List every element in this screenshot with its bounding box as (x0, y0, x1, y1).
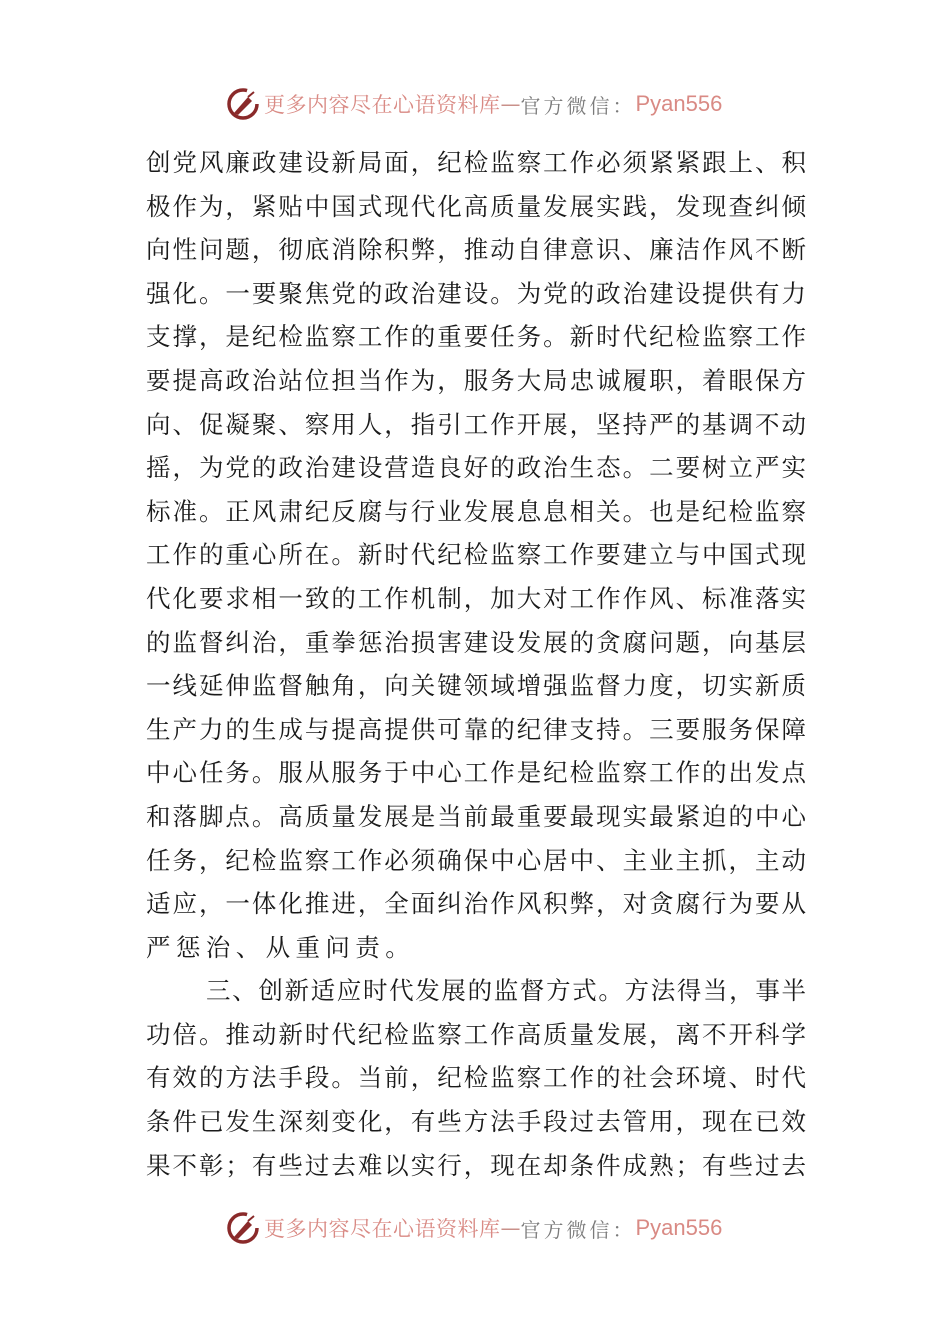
banner-dash: — (500, 1216, 521, 1240)
banner-main-text: 更多内容尽在心语资料库 (264, 1217, 501, 1241)
text-line: 条件已发生深刻变化，有些方法手段过去管用，现在已效 (146, 1107, 806, 1137)
section-heading-line: 三、创新适应时代发展的监督方式。方法得当，事半 (206, 976, 806, 1006)
text-line: 功倍。推动新时代纪检监察工作高质量发展，离不开科学 (146, 1019, 806, 1049)
text-line: 工作的重心所在。新时代纪检监察工作要建立与中国式现 (146, 540, 806, 570)
footer-watermark-banner (226, 1210, 726, 1246)
text-line: 强化。一要聚焦党的政治建设。为党的政治建设提供有力 (146, 278, 806, 308)
text-line: 有效的方法手段。当前，纪检监察工作的社会环境、时代 (146, 1063, 806, 1093)
text-line: 创党风廉政建设新局面，纪检监察工作必须紧紧跟上、积 (146, 148, 806, 177)
text-line: 代化要求相一致的工作机制，加大对工作作风、标准落实 (146, 583, 806, 613)
text-line: 中心任务。服从服务于中心工作是纪检监察工作的出发点 (146, 758, 806, 788)
banner-main-text: 更多内容尽在心语资料库 (264, 93, 501, 117)
header-watermark-banner (226, 86, 726, 122)
banner-label: 官方微信： (520, 93, 636, 118)
document-body (146, 141, 806, 1187)
text-line: 一线延伸监督触角，向关键领域增强监督力度，切实新质 (146, 671, 806, 701)
banner-label: 官方微信： (520, 1217, 636, 1242)
text-line: 摇，为党的政治建设营造良好的政治生态。二要树立严实 (146, 453, 806, 483)
text-line: 标准。正风肃纪反腐与行业发展息息相关。也是纪检监察 (146, 496, 806, 526)
text-line: 任务，纪检监察工作必须确保中心居中、主业主抓，主动 (146, 845, 806, 875)
text-line: 极作为，紧贴中国式现代化高质量发展实践，发现查纠倾 (146, 191, 806, 221)
text-line: 果不彰；有些过去难以实行，现在却条件成熟；有些过去 (146, 1150, 806, 1180)
text-line: 要提高政治站位担当作为，服务大局忠诚履职，着眼保方 (146, 365, 806, 395)
text-line: 支撑，是纪检监察工作的重要任务。新时代纪检监察工作 (146, 322, 806, 352)
text-line: 适应，一体化推进，全面纠治作风积弊，对贪腐行为要从 (146, 889, 806, 919)
text-line: 的监督纠治，重拳惩治损害建设发展的贪腐问题，向基层 (146, 627, 806, 657)
quill-pen-logo-icon (226, 87, 260, 121)
text-line: 严惩治、从重问责。 (146, 932, 416, 962)
text-line: 向性问题，彻底消除积弊，推动自律意识、廉洁作风不断 (146, 235, 806, 265)
quill-pen-logo-icon (226, 1211, 260, 1245)
text-line: 向、促凝聚、察用人，指引工作开展，坚持严的基调不动 (146, 409, 806, 439)
text-line: 和落脚点。高质量发展是当前最重要最现实最紧迫的中心 (146, 801, 806, 831)
banner-wechat-id: Pyan556 (635, 1215, 723, 1240)
text-line: 生产力的生成与提高提供可靠的纪律支持。三要服务保障 (146, 714, 806, 744)
banner-dash: — (500, 92, 521, 116)
banner-wechat-id: Pyan556 (635, 91, 723, 116)
